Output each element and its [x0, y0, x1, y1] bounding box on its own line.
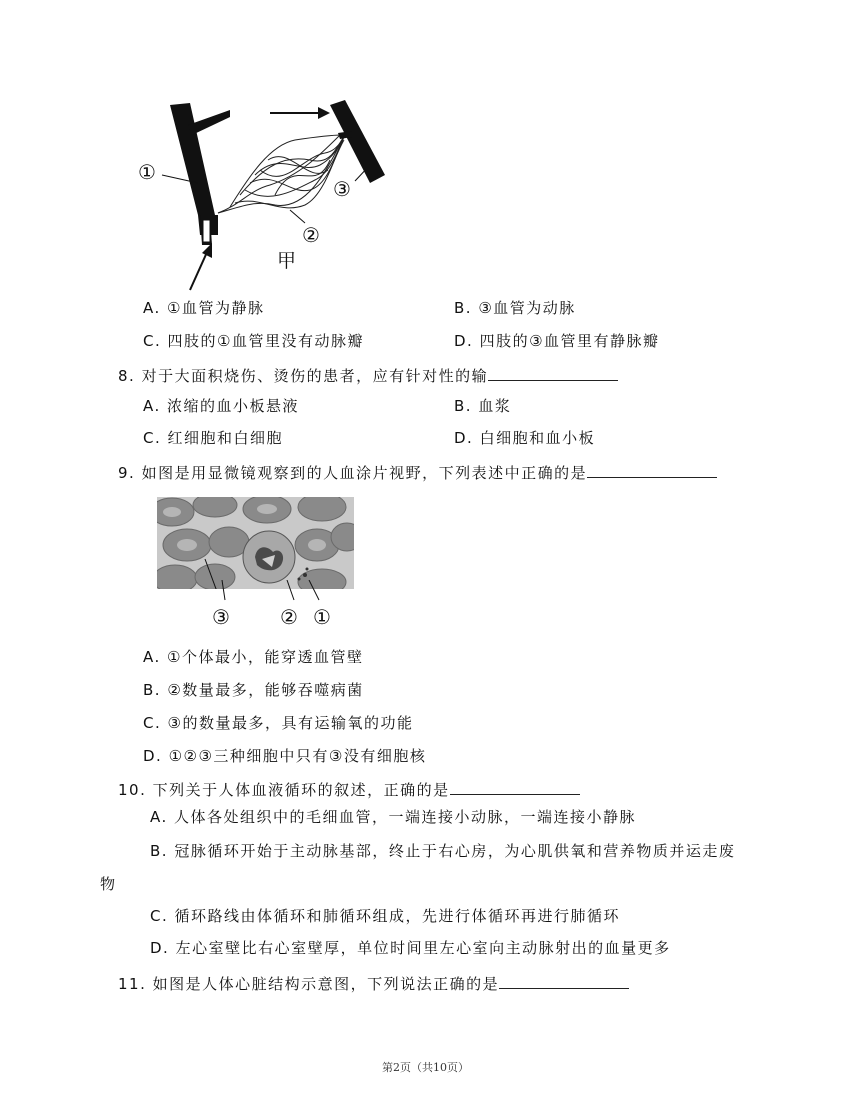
smear-label-2: ②	[280, 605, 298, 629]
smear-label-1: ①	[313, 605, 331, 629]
q8-stem	[118, 364, 618, 386]
q9-stem	[118, 461, 717, 483]
q8-option-a[interactable]: A. 浓缩的血小板悬液	[143, 397, 300, 415]
vessel-label-2: ②	[302, 223, 320, 247]
q10-option-a[interactable]: A. 人体各处组织中的毛细血管，一端连接小动脉，一端连接小静脉	[150, 808, 637, 826]
q11-answer-blank[interactable]	[499, 972, 629, 989]
q11-stem	[118, 972, 629, 994]
q8-option-b[interactable]: B. 血浆	[454, 397, 512, 415]
q10-answer-blank[interactable]	[450, 778, 580, 795]
q8-option-d[interactable]: D. 白细胞和血小板	[454, 429, 596, 447]
q7-option-d[interactable]: D. 四肢的③血管里有静脉瓣	[454, 332, 660, 350]
q9-answer-blank[interactable]	[587, 461, 717, 478]
q10-stem-text: 10. 下列关于人体血液循环的叙述，正确的是	[118, 781, 450, 799]
q8-stem-text: 8. 对于大面积烧伤、烫伤的患者，应有针对性的输	[118, 367, 489, 385]
q7-option-b[interactable]: B. ③血管为动脉	[454, 299, 576, 317]
q8-option-c[interactable]: C. 红细胞和白细胞	[143, 429, 284, 447]
q9-option-a[interactable]: A. ①个体最小，能穿透血管壁	[143, 648, 364, 666]
smear-label-3: ③	[212, 605, 230, 629]
blood-smear-image	[157, 497, 354, 589]
vessel-label-3: ③	[333, 177, 351, 201]
q10-option-b-wrap: 物	[100, 875, 117, 893]
q10-option-c[interactable]: C. 循环路线由体循环和肺循环组成，先进行体循环再进行肺循环	[150, 907, 621, 925]
q9-option-c[interactable]: C. ③的数量最多，具有运输氧的功能	[143, 714, 414, 732]
blood-vessel-figure	[130, 95, 400, 295]
q9-option-b[interactable]: B. ②数量最多，能够吞噬病菌	[143, 681, 364, 699]
vessel-label-1: ①	[138, 160, 156, 184]
q9-option-d[interactable]: D. ①②③三种细胞中只有③没有细胞核	[143, 747, 427, 765]
q11-stem-text: 11. 如图是人体心脏结构示意图，下列说法正确的是	[118, 975, 500, 993]
q10-option-d[interactable]: D. 左心室壁比右心室壁厚，单位时间里左心室向主动脉射出的血量更多	[150, 939, 671, 957]
figure-caption-jia: 甲	[277, 250, 297, 272]
q8-answer-blank[interactable]	[488, 364, 618, 381]
q7-option-c[interactable]: C. 四肢的①血管里没有动脉瓣	[143, 332, 364, 350]
q10-stem	[118, 778, 580, 800]
q9-stem-text: 9. 如图是用显微镜观察到的人血涂片视野，下列表述中正确的是	[118, 464, 588, 482]
q10-option-b[interactable]: B. 冠脉循环开始于主动脉基部，终止于右心房，为心肌供氧和营养物质并运走废	[150, 842, 736, 860]
q7-option-a[interactable]: A. ①血管为静脉	[143, 299, 265, 317]
page-footer: 第2页（共10页）	[382, 1061, 469, 1074]
